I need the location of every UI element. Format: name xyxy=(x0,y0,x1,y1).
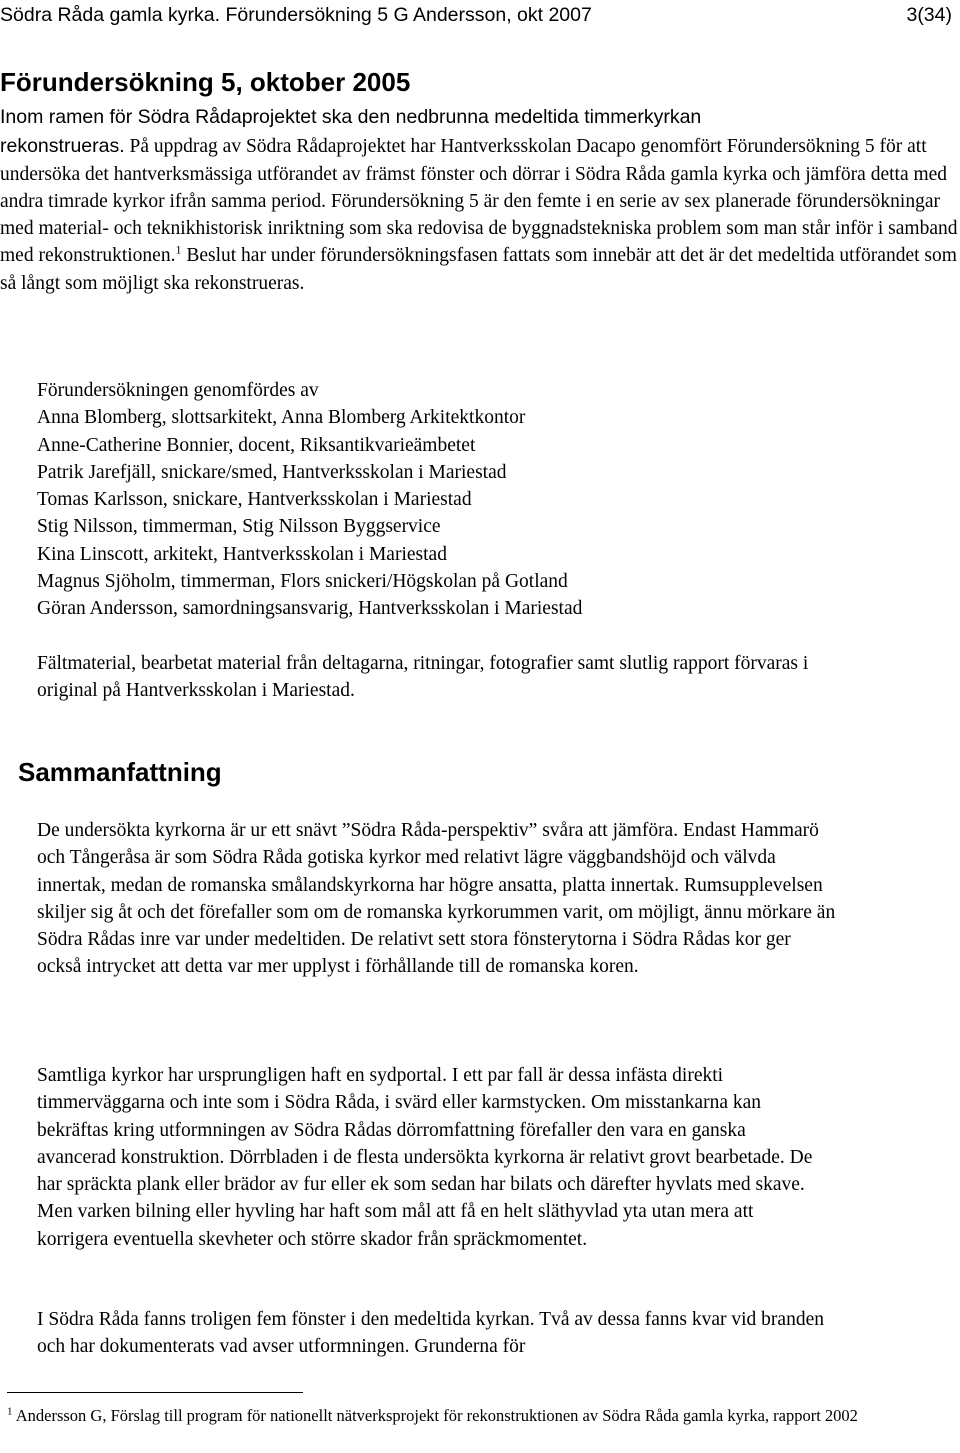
participant-item: Göran Andersson, samordningsansvarig, Hantverksskolan i Mariestad xyxy=(37,598,583,620)
document-title: Förundersökning 5, oktober 2005 xyxy=(0,67,411,97)
participant-item: Stig Nilsson, timmerman, Stig Nilsson Byggservice xyxy=(37,516,441,538)
participant-item: Anne-Catherine Bonnier, docent, Riksantikvarieämbetet xyxy=(37,434,476,456)
materials-note: Fältmaterial, bearbetat material från deltagarna, ritningar, fotografier samt slutlig rapport förvaras i original på Hantverksskolan i Mariestad. xyxy=(37,653,809,702)
footnote-ref[interactable]: 1 xyxy=(175,242,182,257)
participant-item: Anna Blomberg, slottsarkitekt, Anna Blomberg Arkitektkontor xyxy=(37,407,526,429)
participants-list xyxy=(37,377,582,623)
header-title: Södra Råda gamla kyrka. Förundersökning 5 G Andersson, okt 2007 xyxy=(0,4,592,26)
page-number: 3(34) xyxy=(906,4,952,26)
intro-lead: rekonstrueras. xyxy=(0,135,125,158)
intro-body: På uppdrag av Södra Rådaprojektet har Hantverksskolan Dacapo genomfört Förundersökning 5 för att undersöka det hantverksmässiga utförandet av främst fönster och dörrar i Södra Råda gamla kyrka och jämföra detta med andra timrade kyrkor ifrån samma period. Förundersökning 5 är den femte i en serie av sex planerade förundersökningar med material- och teknikhistorisk inriktning som ska redovisa de byggnadstekniska problem som man står inför i samband med rekonstruktionen. xyxy=(0,136,958,267)
participant-item: Tomas Karlsson, snickare, Hantverksskolan i Mariestad xyxy=(37,489,472,511)
intro-first-line: Inom ramen för Södra Rådaprojektet ska den nedbrunna medeltida timmerkyrkan xyxy=(0,106,702,128)
intro-paragraph xyxy=(0,106,960,297)
summary-paragraph-1: De undersökta kyrkorna är ur ett snävt ”Södra Råda-perspektiv” svåra att jämföra. Endast Hammarö och Tångeråsa är som Södra Råda gotiska kyrkor med relativt lägre väggbandshöjd och välvda innertak, medan de romanska smålandskyrkorna har högre ansatta, platta innertak. Rumsupplevelsen skiljer sig åt och det förefaller som om de romanska kyrkorummen varit, om möjligt, ännu mörkare än Södra Rådas inre var under medeltiden. De relativt sett stora fönsterytorna i Södra Rådas kor ger också intrycket att detta var mer upplyst i förhållande till de romanska koren. xyxy=(37,820,836,978)
footnote-divider xyxy=(7,1392,303,1393)
summary-paragraph-2: Samtliga kyrkor har ursprungligen haft en sydportal. I ett par fall är dessa infästa direkti timmerväggarna och inte som i Södra Råda, i svärd eller karmstycken. Om misstankarna kan bekräftas kring utformningen av Södra Rådas dörromfattning förefaller den vara en ganska avancerad konstruktion. Dörrbladen i de flesta undersökta kyrkorna är relativt grovt bearbetade. De har spräckta plank eller brädor av fur eller ek som sedan har bilats och därefter hyvlats med skave. Men varken bilning eller hyvling har haft som mål att få en helt släthyvlad yta utan mera att korrigera eventuella skevheter och större skador från spräckmomentet. xyxy=(37,1065,813,1250)
intro-body-after: Beslut har under förundersökningsfasen fattats som innebär att det är det medeltida utförandet som så långt som möjligt ska rekonstrueras. xyxy=(0,245,957,294)
running-header xyxy=(0,0,952,30)
footnote-number: 1 xyxy=(7,1405,13,1418)
participant-item: Magnus Sjöholm, timmerman, Flors snickeri/Högskolan på Gotland xyxy=(37,571,568,593)
participants-heading: Förundersökningen genomfördes av xyxy=(37,380,319,401)
summary-paragraph-3: I Södra Råda fanns troligen fem fönster i den medeltida kyrkan. Två av dessa fanns kvar vid branden och har dokumenterats vad avser utformningen. Grunderna för xyxy=(37,1309,824,1358)
participant-item: Patrik Jarefjäll, snickare/smed, Hantverksskolan i Mariestad xyxy=(37,461,507,483)
summary-heading: Sammanfattning xyxy=(18,757,222,787)
footnote xyxy=(7,1405,947,1427)
footnote-text: Andersson G, Förslag till program för nationellt nätverksprojekt för rekonstruktionen av Södra Råda gamla kyrka, rapport 2002 xyxy=(12,1406,858,1425)
participant-item: Kina Linscott, arkitekt, Hantverksskolan i Mariestad xyxy=(37,543,447,565)
